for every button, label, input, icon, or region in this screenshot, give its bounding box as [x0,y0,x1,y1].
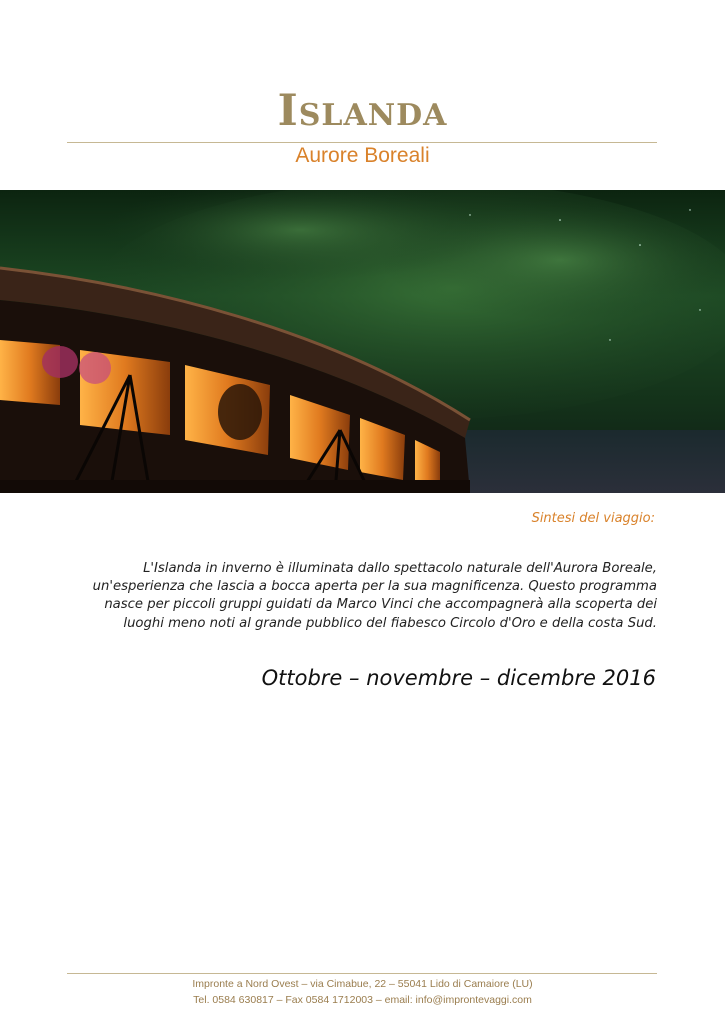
footer-divider [67,973,657,974]
page-subtitle: Aurore Boreali [295,144,430,167]
trip-dates: Ottobre – novembre – dicembre 2016 [261,666,656,690]
footer-contacts: Tel. 0584 630817 – Fax 0584 1712003 – email: info@improntevaggi.com [193,994,532,1006]
header-divider [67,142,657,143]
summary-paragraph: L'Islanda in inverno è illuminata dallo spettacolo naturale dell'Aurora Boreale, un'esperienza che lascia a bocca aperta per la sua magnificenza. Questo programma nasce per piccoli gruppi guidati da Marco Vinci che accompagnerà alla scoperta dei luoghi meno noti al grande pubblico del fiabesco Circolo d'Oro e della costa Sud. [92,561,657,631]
title-rest: SLANDA [298,98,448,133]
footer-address: Impronte a Nord Ovest – via Cimabue, 22 – 55041 Lido di Camaiore (LU) [192,978,533,990]
page-title [0,86,725,136]
aurora-photo [0,190,725,493]
summary-label: Sintesi del viaggio: [531,511,655,526]
title-initial: I [277,86,299,136]
